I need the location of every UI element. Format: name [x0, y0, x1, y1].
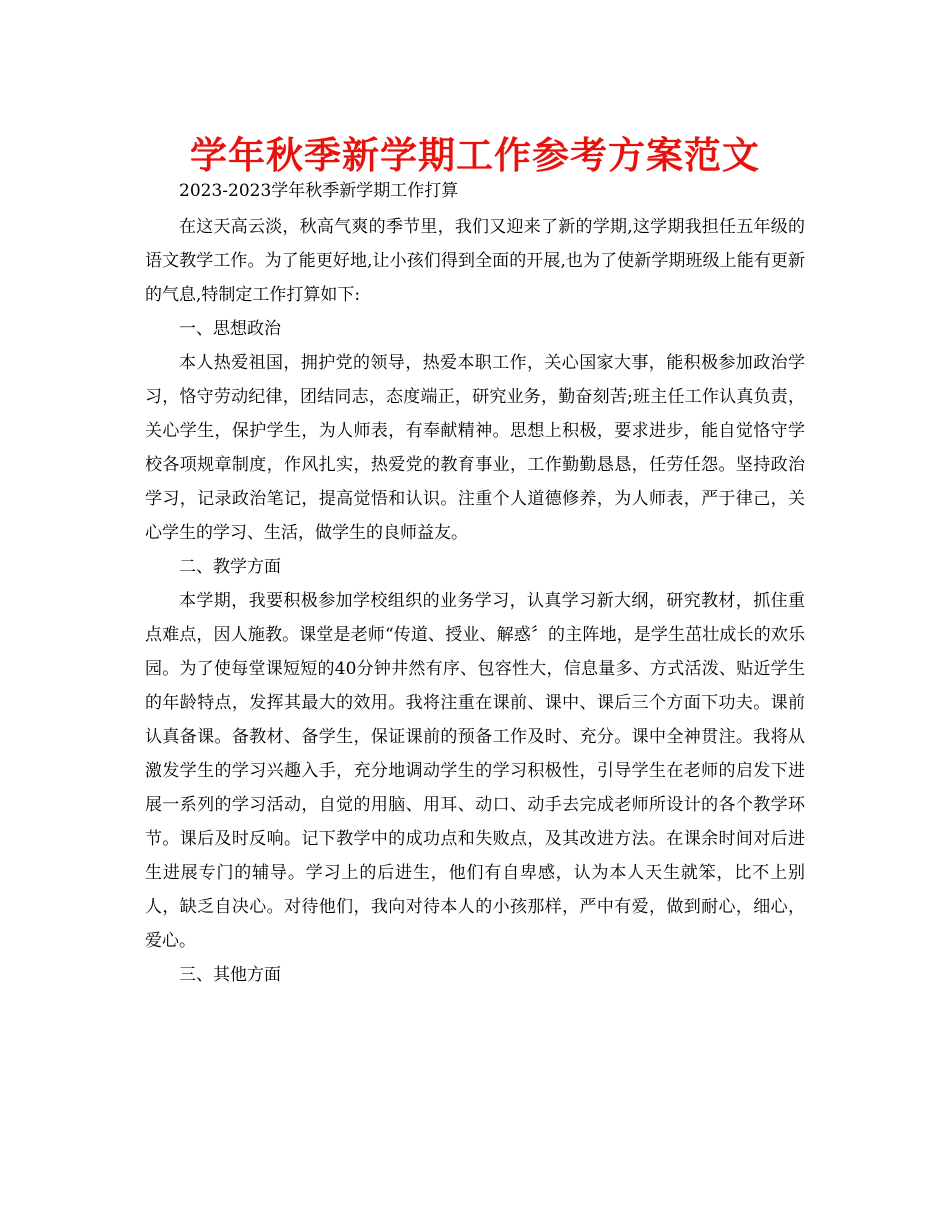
document-body	[145, 180, 805, 992]
section-body-teaching: 本学期，我要积极参加学校组织的业务学习，认真学习新大纲，研究教材，抓住重点难点，因人施教。课堂是老师“传道、授业、解惑〞的主阵地，是学生茁壮成长的欢乐园。为了使每堂课短短的40分钟井然有序、包容性大，信息量多、方式活泼、贴近学生的年龄特点，发挥其最大的效用。我将注重在课前、课中、课后三个方面下功夫。课前认真备课。备教材、备学生，保证课前的预备工作及时、充分。课中全神贯注。我将从激发学生的学习兴趣入手，充分地调动学生的学习积极性，引导学生在老师的启发下进展一系列的学习活动，自觉的用脑、用耳、动口、动手去完成老师所设计的各个教学环节。课后及时反响。记下教学中的成功点和失败点，及其改进方法。在课余时间对后进生进展专门的辅导。学习上的后进生，他们有自卑感，认为本人天生就笨，比不上别人，缺乏自决心。对待他们，我向对待本人的小孩那样，严中有爱，做到耐心，细心，爱心。	[145, 591, 805, 951]
section-heading-other: 三、其他方面	[179, 965, 281, 985]
document-title: 学年秋季新学期工作参考方案范文	[190, 134, 760, 177]
section-heading-teaching: 二、教学方面	[179, 557, 281, 577]
document-subtitle: 2023-2023学年秋季新学期工作打算	[179, 181, 459, 201]
intro-paragraph: 在这天高云淡，秋高气爽的季节里，我们又迎来了新的学期,这学期我担任五年级的语文教学工作。为了能更好地,让小孩们得到全面的开展,也为了使新学期班级上能有更新的气息,特制定工作打算如下:	[145, 217, 805, 305]
section-heading-politics: 一、思想政治	[179, 319, 281, 339]
section-body-politics: 本人热爱祖国，拥护党的领导，热爱本职工作，关心国家大事，能积极参加政治学习，恪守劳动纪律，团结同志，态度端正，研究业务，勤奋刻苦;班主任工作认真负责，关心学生，保护学生，为人师表，有奉献精神。思想上积极，要求进步，能自觉恪守学校各项规章制度，作风扎实，热爱党的教育事业，工作勤勤恳恳，任劳任怨。坚持政治学习，记录政治笔记，提高觉悟和认识。注重个人道德修养，为人师表，严于律己，关心学生的学习、生活，做学生的良师益友。	[145, 353, 805, 543]
